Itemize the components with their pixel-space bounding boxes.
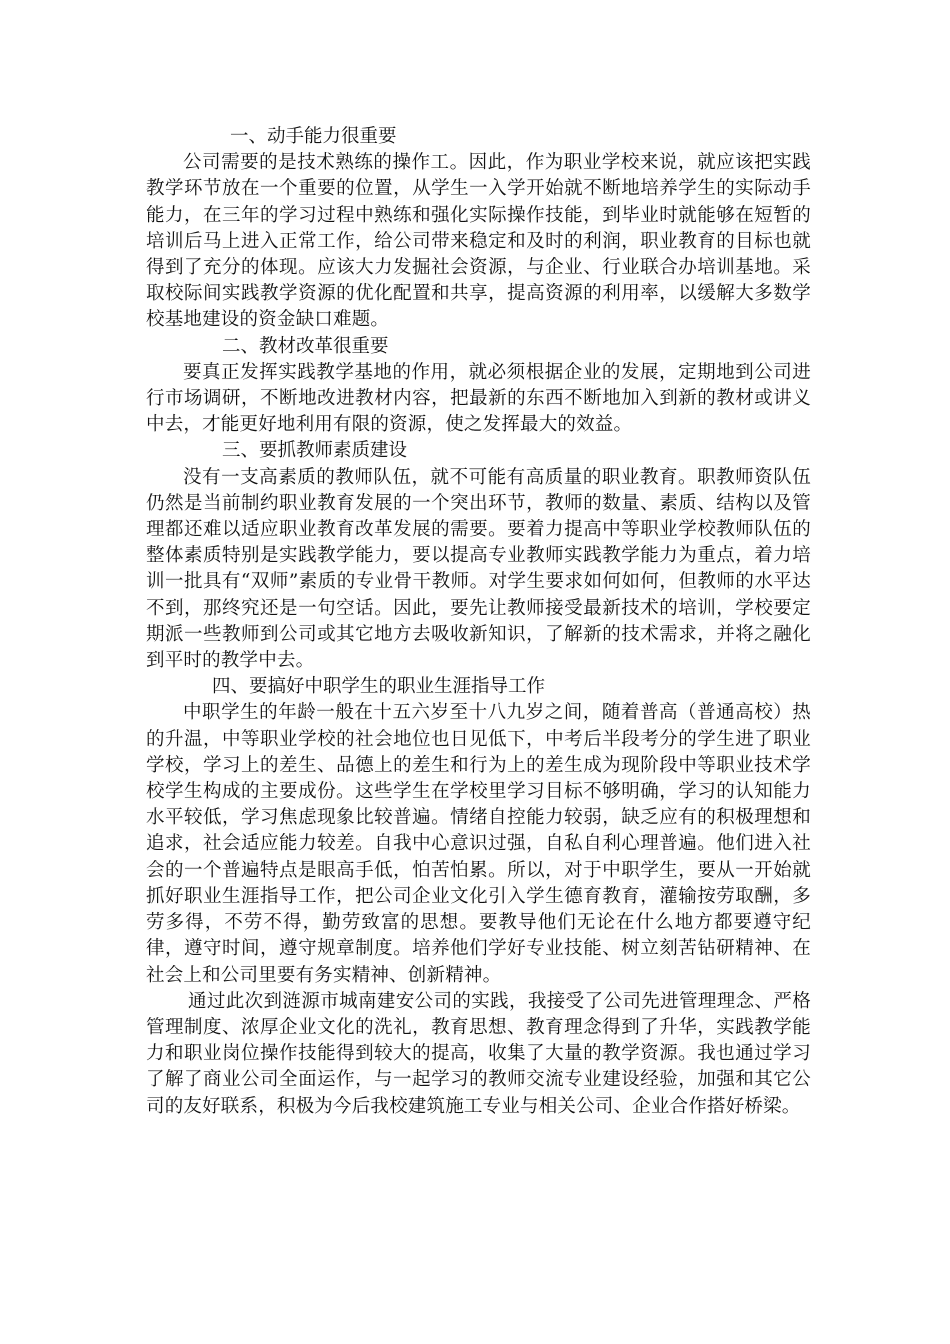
closing-paragraph: 通过此次到涟源市城南建安公司的实践，我接受了公司先进管理理念、严格管理制度、浓厚企业文化的洗礼，教育思想、教育理念得到了升华，实践教学能力和职业岗位操作技能得到较大的提高，收集了大量的教学资源。我也通过学习了解了商业公司全面运作，与一起学习的教师交流专业建设经验，加强和其它公司的友好联系，积极为今后我校建筑施工专业与相关公司、企业合作搭好桥梁。 — [146, 990, 811, 1117]
section-paragraph-1: 公司需要的是技术熟练的操作工。因此，作为职业学校来说，就应该把实践教学环节放在一个重要的位置，从学生一入学开始就不断地培养学生的实际动手能力，在三年的学习过程中熟练和强化实际操作技能，到毕业时就能够在短暂的培训后马上进入正常工作，给公司带来稳定和及时的利润，职业教育的目标也就得到了充分的体现。应该大力发掘社会资源，与企业、行业联合办培训基地。采取校际间实践教学资源的优化配置和共享，提高资源的利用率，以缓解大多数学校基地建设的资金缺口难题。 — [146, 152, 811, 331]
section-heading-1: 一、动手能力很重要 — [230, 126, 397, 147]
section-heading-4: 四、要搞好中职学生的职业生涯指导工作 — [212, 676, 546, 698]
section-heading-2: 二、教材改革很重要 — [222, 335, 389, 357]
section-paragraph-2: 要真正发挥实践教学基地的作用，就必须根据企业的发展，定期地到公司进行市场调研，不断地改进教材内容，把最新的东西不断地加入到新的教材或讲义中去，才能更好地利用有限的资源，使之发挥最大的效益。 — [146, 361, 811, 436]
section-heading-3: 三、要抓教师素质建设 — [222, 440, 408, 462]
section-paragraph-4: 中职学生的年龄一般在十五六岁至十八九岁之间，随着普高（普通高校）热的升温，中等职业学校的社会地位也日见低下，中考后半段考分的学生进了职业学校，学习上的差生、品德上的差生和行为上的差生成为现阶段中等职业技术学校学生构成的主要成份。这些学生在学校里学习目标不够明确，学习的认知能力水平较低，学习焦虑现象比较普遍。情绪自控能力较弱，缺乏应有的积极理想和追求，社会适应能力较差。自我中心意识过强，自私自利心理普遍。他们进入社会的一个普遍特点是眼高手低，怕苦怕累。所以，对于中职学生，要从一开始就抓好职业生涯指导工作，把公司企业文化引入学生德育教育，灌输按劳取酬，多劳多得，不劳不得，勤劳致富的思想。要教导他们无论在什么地方都要遵守纪律，遵守时间，遵守规章制度。培养他们学好专业技能、树立刻苦钻研精神、在社会上和公司里要有务实精神、创新精神。 — [146, 702, 811, 986]
section-paragraph-3: 没有一支高素质的教师队伍，就不可能有高质量的职业教育。职教师资队伍仍然是当前制约职业教育发展的一个突出环节，教师的数量、素质、结构以及管理都还难以适应职业教育改革发展的需要。要着力提高中等职业学校教师队伍的整体素质特别是实践教学能力，要以提高专业教师实践教学能力为重点，着力培训一批具有“双师”素质的专业骨干教师。对学生要求如何如何，但教师的水平达不到，那终究还是一句空话。因此，要先让教师接受最新技术的培训，学校要定期派一些教师到公司或其它地方去吸收新知识，了解新的技术需求，并将之融化到平时的教学中去。 — [146, 466, 811, 672]
document-page — [146, 124, 811, 1120]
